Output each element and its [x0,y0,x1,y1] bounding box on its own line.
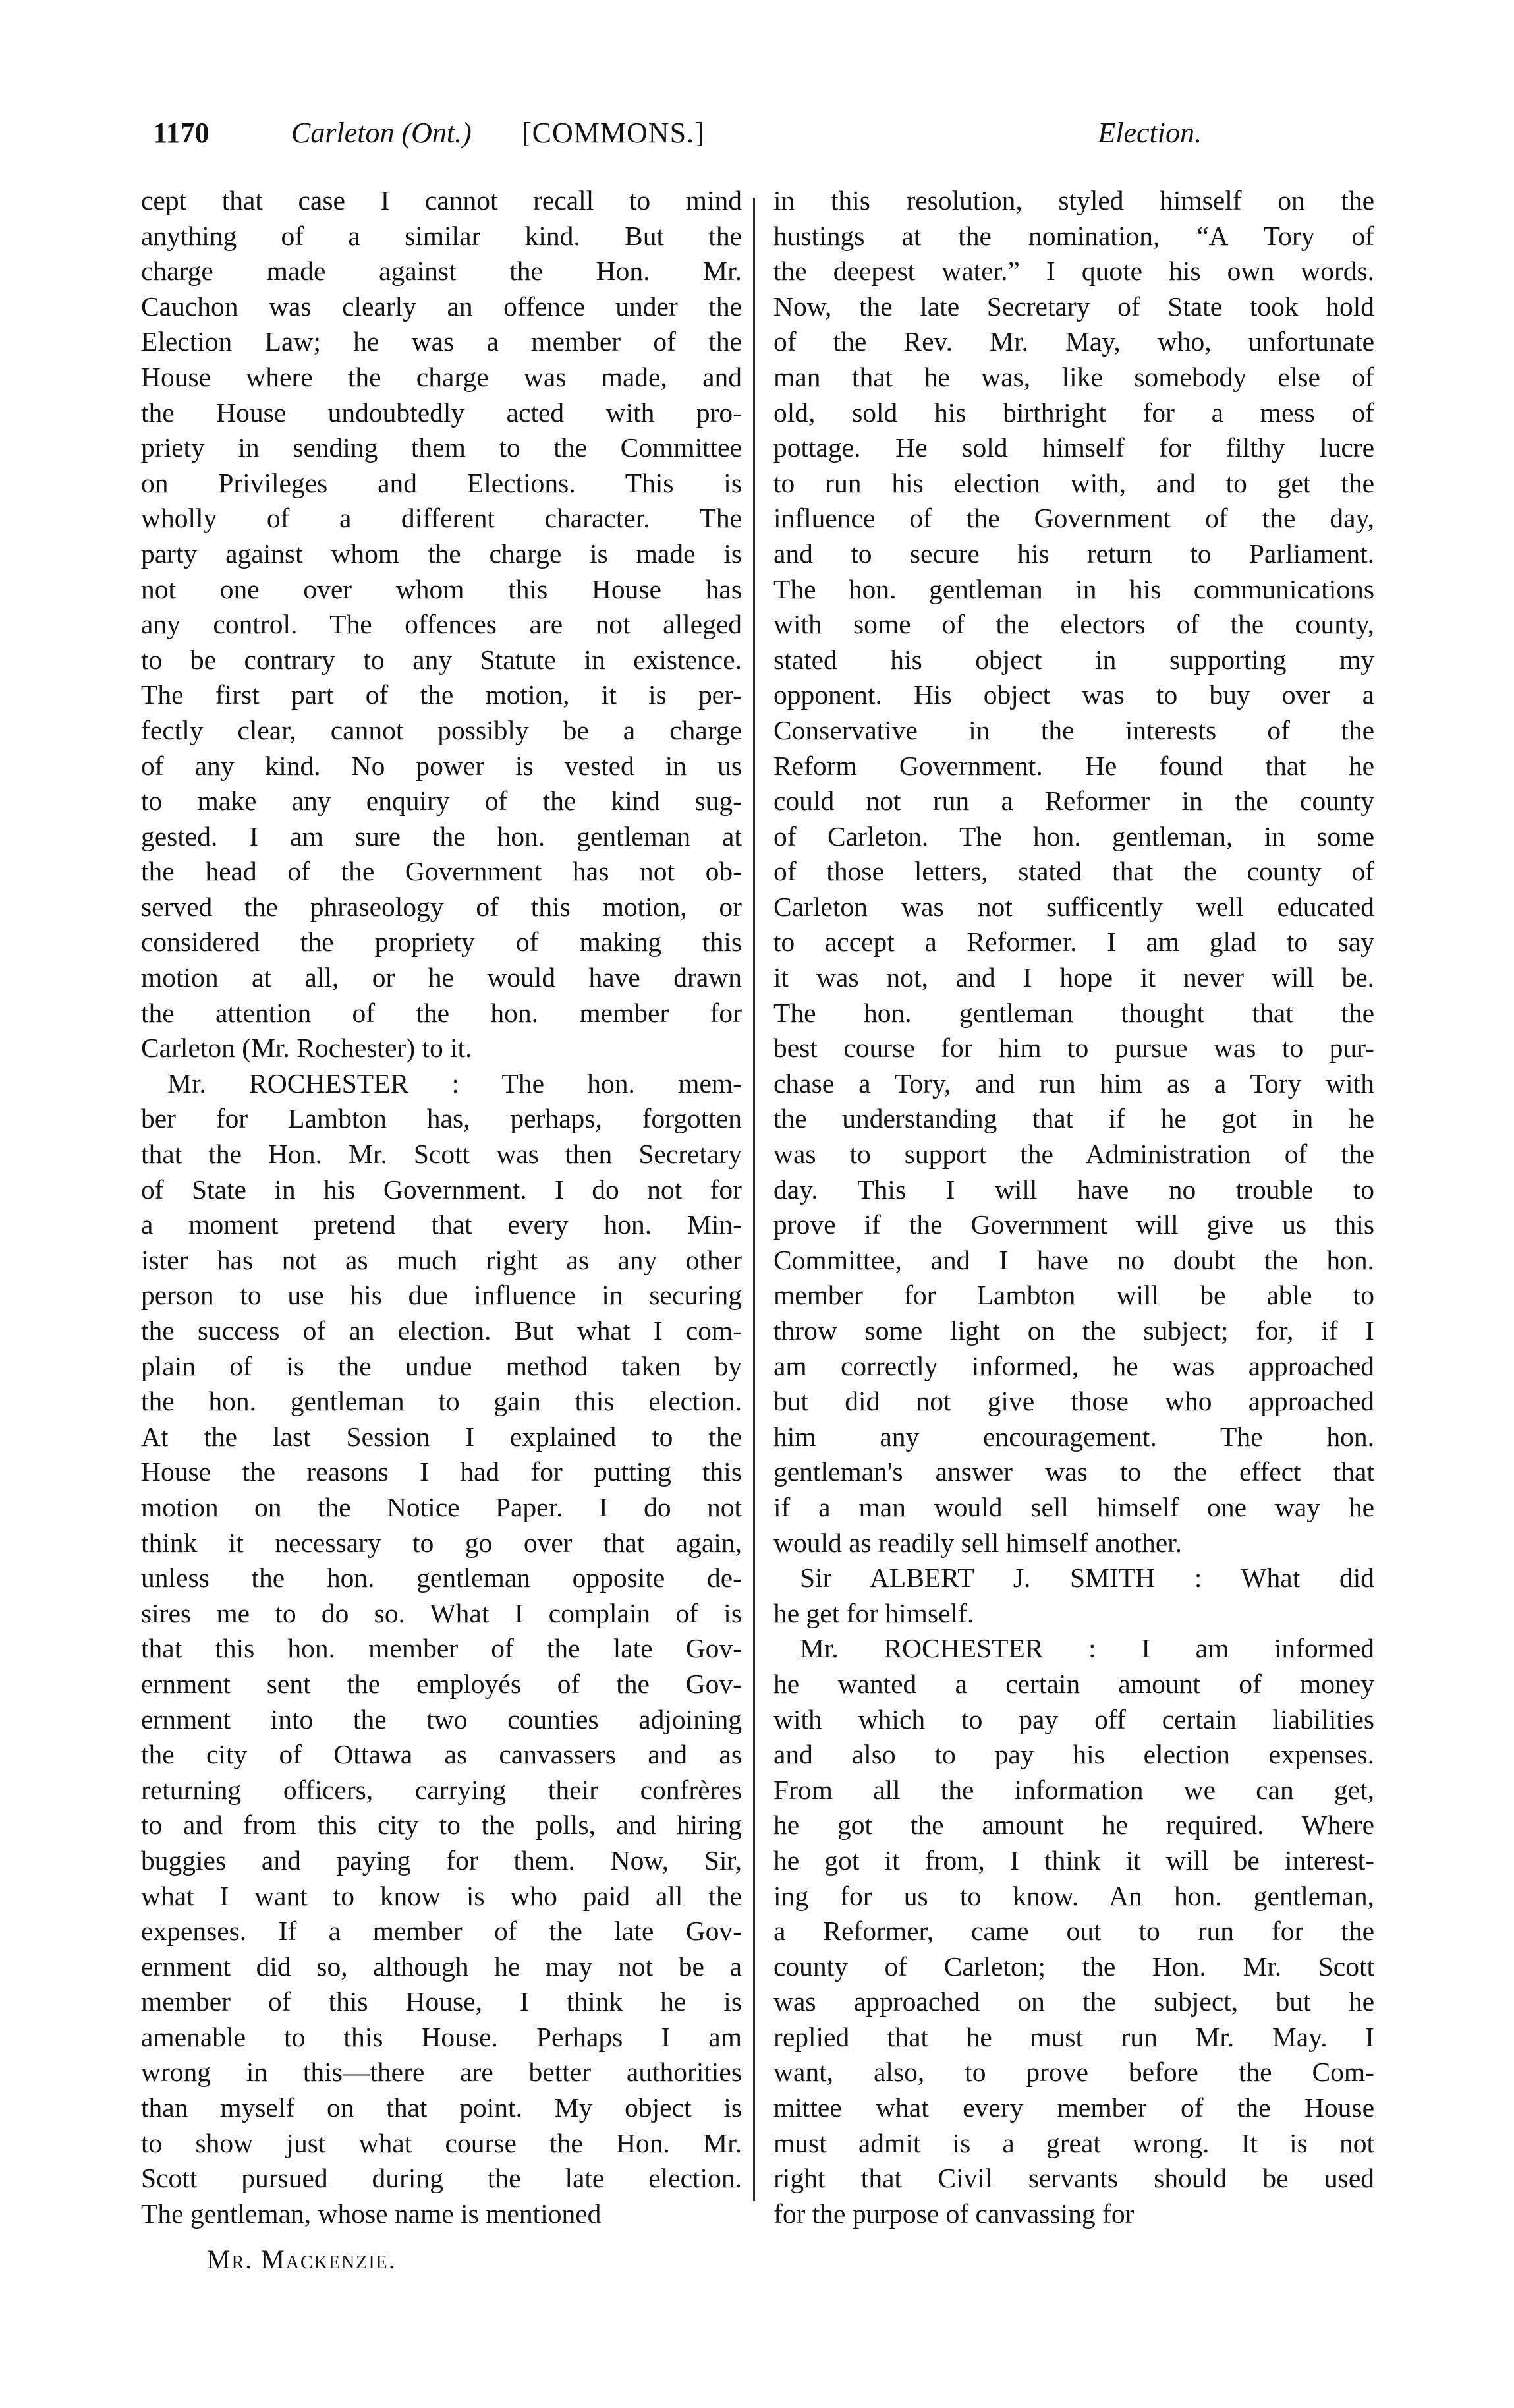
text-line: unless the hon. gentleman opposite de- [141,1562,742,1593]
text-line: priety in sending them to the Committee [141,432,742,463]
text-line: ing for us to know. An hon. gentleman, [773,1880,1374,1911]
text-line: not one over whom this House has [141,573,742,604]
text-line: think it necessary to go over that again, [141,1527,742,1558]
column-divider [753,198,755,2201]
header-place: Carleton (Ont.) [291,117,472,149]
text-line: The hon. gentleman thought that the [773,997,1374,1028]
text-line: am correctly informed, he was approached [773,1350,1374,1381]
text-line: The first part of the motion, it is per- [141,679,742,710]
text-line: to be contrary to any Statute in existence. [141,644,742,675]
text-line: The gentleman, whose name is mentioned [141,2198,602,2229]
header-house: [COMMONS.] [522,117,705,149]
text-line: with which to pay off certain liabilities [773,1704,1374,1734]
text-line: party against whom the charge is made is [141,538,742,569]
text-line: influence of the Government of the day, [773,503,1374,534]
text-line: House where the charge was made, and [141,361,742,392]
text-line: of any kind. No power is vested in us [141,750,742,781]
text-line: a moment pretend that every hon. Min- [141,1209,742,1240]
text-line: to accept a Reformer. I am glad to say [773,927,1374,958]
text-line: person to use his due influence in securing [141,1280,742,1311]
text-line: of State in his Government. I do not for [141,1174,742,1205]
text-line: the city of Ottawa as canvassers and as [141,1739,742,1770]
text-line: to make any enquiry of the kind sug- [141,786,742,817]
text-line: Scott pursued during the late election. [141,2163,742,2194]
text-line: Mr. ROCHESTER : The hon. mem- [167,1068,742,1099]
right-text-column [773,183,1374,2229]
text-line: the success of an election. But what I com- [141,1315,742,1346]
text-line: expenses. If a member of the late Gov- [141,1916,742,1947]
running-header [153,113,1202,153]
text-line: hustings at the nomination, “A Tory of [773,220,1374,251]
text-line: ister has not as much right as any other [141,1244,742,1275]
text-line: gested. I am sure the hon. gentleman at [141,820,742,851]
text-line: and also to pay his election expenses. [773,1739,1374,1770]
text-line: Carleton was not sufficently well educated [773,891,1374,922]
text-line: he got it from, I think it will be interest- [773,1845,1374,1876]
text-line: with some of the electors of the county, [773,609,1374,640]
text-line: wrong in this—there are better authorities [141,2057,742,2088]
text-line: it was not, and I hope it never will be. [773,962,1374,993]
text-line: day. This I will have no trouble to [773,1174,1374,1205]
text-line: he get for himself. [773,1597,974,1628]
text-line: of the Rev. Mr. May, who, unfortunate [773,326,1374,357]
left-text-column [141,183,742,2229]
text-line: prove if the Government will give us this [773,1209,1374,1240]
text-line: returning officers, carrying their confrères [141,1774,742,1805]
text-line: anything of a similar kind. But the [141,220,742,251]
text-line: From all the information we can get, [773,1774,1374,1805]
text-line: Committee, and I have no doubt the hon. [773,1244,1374,1275]
text-line: Election Law; he was a member of the [141,326,742,357]
text-line: The hon. gentleman in his communications [773,573,1374,604]
text-line: Reform Government. He found that he [773,750,1374,781]
text-line: amenable to this House. Perhaps I am [141,2021,742,2052]
text-line: than myself on that point. My object is [141,2092,742,2123]
text-line: would as readily sell himself another. [773,1527,1183,1558]
text-line: of those letters, stated that the county of [773,856,1374,887]
text-line: Mr. ROCHESTER : I am informed [800,1633,1374,1664]
catchword: Mr. Mackenzie. [207,2245,397,2274]
text-line: considered the propriety of making this [141,927,742,958]
text-line: could not run a Reformer in the county [773,786,1374,817]
text-line: want, also, to prove before the Com- [773,2057,1374,2088]
text-line: Cauchon was clearly an offence under the [141,291,742,322]
text-line: gentleman's answer was to the effect that [773,1456,1374,1487]
text-line: that this hon. member of the late Gov- [141,1633,742,1664]
text-line: was approached on the subject, but he [773,1986,1374,2017]
text-line: plain of is the undue method taken by [141,1350,742,1381]
text-line: if a man would sell himself one way he [773,1491,1374,1522]
text-line: Sir ALBERT J. SMITH : What did [800,1562,1374,1593]
text-line: must admit is a great wrong. It is not [773,2127,1374,2158]
text-line: that the Hon. Mr. Scott was then Secretary [141,1139,742,1170]
text-line: sires me to do so. What I complain of is [141,1597,742,1628]
text-line: fectly clear, cannot possibly be a charge [141,714,742,745]
text-line: to run his election with, and to get the [773,467,1374,498]
text-line: mittee what every member of the House [773,2092,1374,2123]
text-line: ernment did so, although he may not be a [141,1951,742,1982]
text-line: a Reformer, came out to run for the [773,1916,1374,1947]
text-line: charge made against the Hon. Mr. [141,256,742,287]
text-line: served the phraseology of this motion, or [141,891,742,922]
text-line: replied that he must run Mr. May. I [773,2021,1374,2052]
text-line: stated his object in supporting my [773,644,1374,675]
text-line: opponent. His object was to buy over a [773,679,1374,710]
text-line: member of this House, I think he is [141,1986,742,2017]
text-line: he got the amount he required. Where [773,1810,1374,1841]
page-number: 1170 [153,117,210,149]
text-line: cept that case I cannot recall to mind [141,185,742,215]
text-line: right that Civil servants should be used [773,2163,1374,2194]
header-topic: Election. [1098,117,1202,149]
text-line: pottage. He sold himself for filthy lucre [773,432,1374,463]
text-line: wholly of a different character. The [141,503,742,534]
text-line: chase a Tory, and run him as a Tory with [773,1068,1374,1099]
text-line: man that he was, like somebody else of [773,361,1374,392]
text-line: At the last Session I explained to the [141,1421,742,1452]
text-line: any control. The offences are not alleged [141,609,742,640]
text-line: Conservative in the interests of the [773,714,1374,745]
text-line: ernment sent the employés of the Gov- [141,1668,742,1699]
text-line: Carleton (Mr. Rochester) to it. [141,1033,472,1064]
text-line: what I want to know is who paid all the [141,1880,742,1911]
text-line: motion on the Notice Paper. I do not [141,1491,742,1522]
text-line: for the purpose of canvassing for [773,2198,1135,2229]
text-line: ber for Lambton has, perhaps, forgotten [141,1103,742,1134]
text-line: to and from this city to the polls, and hiring [141,1810,742,1841]
text-line: old, sold his birthright for a mess of [773,397,1374,428]
text-line: but did not give those who approached [773,1386,1374,1417]
text-line: the head of the Government has not ob- [141,856,742,887]
text-line: House the reasons I had for putting this [141,1456,742,1487]
text-line: the House undoubtedly acted with pro- [141,397,742,428]
text-line: throw some light on the subject; for, if I [773,1315,1374,1346]
text-line: ernment into the two counties adjoining [141,1704,742,1734]
text-line: buggies and paying for them. Now, Sir, [141,1845,742,1876]
text-line: member for Lambton will be able to [773,1280,1374,1311]
text-line: best course for him to pursue was to pur- [773,1033,1374,1064]
text-line: of Carleton. The hon. gentleman, in some [773,820,1374,851]
text-line: the understanding that if he got in he [773,1103,1374,1134]
text-line: the attention of the hon. member for [141,997,742,1028]
text-line: and to secure his return to Parliament. [773,538,1374,569]
text-line: county of Carleton; the Hon. Mr. Scott [773,1951,1374,1982]
text-line: him any encouragement. The hon. [773,1421,1374,1452]
text-line: he wanted a certain amount of money [773,1668,1374,1699]
text-line: on Privileges and Elections. This is [141,467,742,498]
text-line: Now, the late Secretary of State took hold [773,291,1374,322]
text-line: the deepest water.” I quote his own words. [773,256,1374,287]
text-line: the hon. gentleman to gain this election. [141,1386,742,1417]
text-line: was to support the Administration of the [773,1139,1374,1170]
text-line: in this resolution, styled himself on the [773,185,1374,215]
text-line: motion at all, or he would have drawn [141,962,742,993]
text-line: to show just what course the Hon. Mr. [141,2127,742,2158]
